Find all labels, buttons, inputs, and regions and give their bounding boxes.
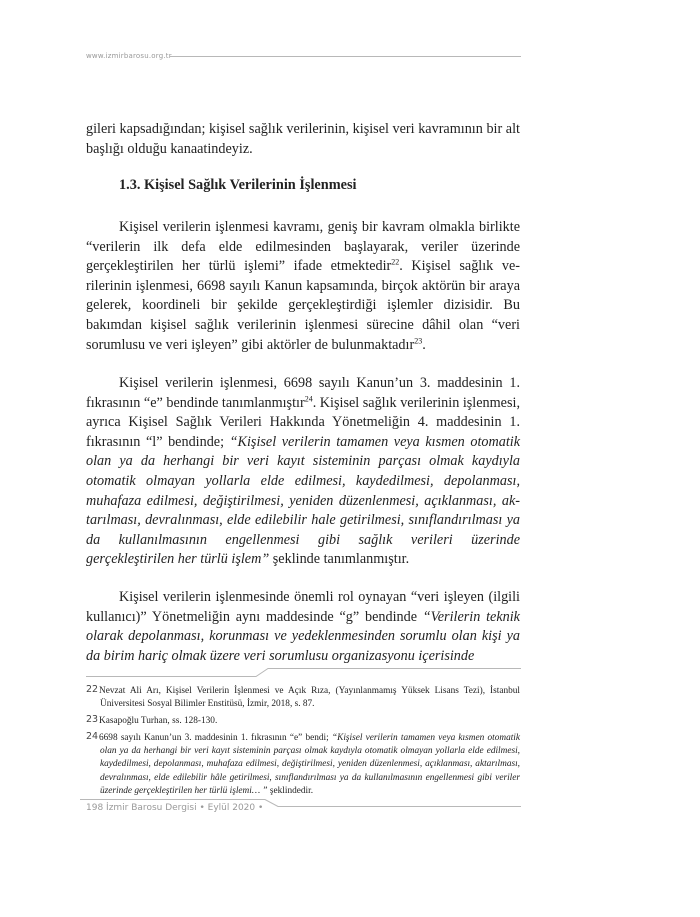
footnote-text: Kasapoğlu Turhan, ss. 128-130.	[99, 716, 218, 726]
footnote-24	[86, 732, 520, 798]
quoted-definition: “Kişisel verilerin tamamen veya kısmen otomatik olan ya da herhangi bir veri kayıt sisteminin parçası olmak kaydıyla otomatik olmayan yollarla elde edilmesi, kaydedilmesi, depolanması, muhafaza edilmesi, değiştirilmesi, yeniden düzenlenmesi, açıklanması, aktarılması, devralınması, elde edilebilir hale getirilmesi, sınıflandırılması ya da kullanılmasının engellenmesi gibi sağlık verileri üzerinde gerçekleştirilen her türlü işlem”	[86, 433, 521, 568]
paragraph-text: . Kişisel sağlık verilerinin işlenmesi, 6698 sayılı Kanun kapsamında, birçok aktörün bir araya gelerek, koordineli bir şekilde gerçekleştirdiği işlemler dizisidir. Bu bakımdan kişisel sağlık verilerinin işlenmesi sürecine dâhil olan “veri sorumlusu ve veri işleyen” gibi aktörler de bulunmaktadır	[86, 258, 520, 353]
footnote-text: şeklindedir.	[267, 785, 314, 796]
footnote-ref[interactable]: 22	[391, 257, 400, 267]
footnote-number: 23	[86, 714, 99, 725]
quoted-definition: “Verilerin teknik olarak depolanması, korunması ve yedeklenmesinden sorumlu olan kişi ya da birim hariç olmak üzere veri sorumlusu organizasyonu içerisinde	[86, 608, 520, 664]
footnote-ref[interactable]: 24	[304, 393, 313, 403]
footnote-quote: “Kişisel verilerin tamamen veya kısmen otomatik olan ya da herhangi bir veri kayıt sisteminin parçası olmak kaydıyla otomatik olmayan yollarla elde edilmesi, kaydedilmesi, depolanması, muhafaza edilmesi, değiştirilmesi, yeniden düzenlenmesi, açıklanması, aktarılması, devralınması, elde edilebilir hâle getirilmesi, sınıflandırılması ya da kullanılmasının engellenmesi gibi veriler üzerinde gerçekleştirilen her türlü işlemi… ”	[100, 733, 521, 796]
section-heading: 1.3. Kişisel Sağlık Verilerinin İşlenmesi	[119, 177, 357, 193]
paragraph-text: Kişisel verilerin işlenmesinde önemli rol oynayan “veri işleyen (ilgili kullanıcı)” Yönetmeliğin aynı maddesinde “g” bendinde	[86, 589, 520, 625]
footnote-22	[86, 685, 520, 711]
paragraph-text: .	[422, 336, 426, 353]
paragraph-text: Kişisel verilerin işlenmesi kavramı, geniş bir kavram olmakla birlikte “verilerin ilk defa elde edilmesinden başlayarak, veriler üzerinde gerçekleştirilen her türlü işlemi” ifade etmektedir	[86, 219, 520, 275]
footnote-text: 6698 sayılı Kanun’un 3. maddesinin 1. fıkrasının “e” bendi;	[99, 733, 332, 743]
footnote-number: 24	[86, 731, 99, 742]
footnote-23	[86, 715, 520, 728]
paragraph-text: . Kişisel sağlık verilerinin işlenmesi, ayrıca Kişisel Sağlık Verileri Hakkında Yönetmeliğin 4. maddesinin 1. fıkrasının “l” bendinde;	[86, 394, 520, 450]
paragraph-text: Kişisel verilerin işlenmesi, 6698 sayılı Kanun’un 3. maddesinin 1. fıkrasının “e” bendinde tanımlanmıştır	[86, 375, 520, 411]
paragraph-text: şeklinde tanımlanmıştır.	[269, 551, 410, 568]
footnote-ref[interactable]: 23	[414, 335, 423, 345]
paragraph-text: gileri kapsadığından; kişisel sağlık verilerinin, kişisel veri kavramının bir alt başlığı olduğu kanaatindeyiz.	[86, 121, 520, 157]
page-footer: 198 İzmir Barosu Dergisi • Eylül 2020 •	[86, 803, 264, 813]
footnote-number: 22	[86, 684, 99, 695]
footnote-text: Nevzat Ali Arı, Kişisel Verilerin İşlenmesi ve Açık Rıza, (Yayınlanmamış Yüksek Lisans Tezi), İstanbul Üniversitesi Sosyal Bilimler Enstitüsü, İzmir, 2018, s. 87.	[99, 686, 520, 710]
footnote-separator	[86, 669, 521, 677]
header-url: www.izmirbarosu.org.tr	[86, 52, 172, 60]
